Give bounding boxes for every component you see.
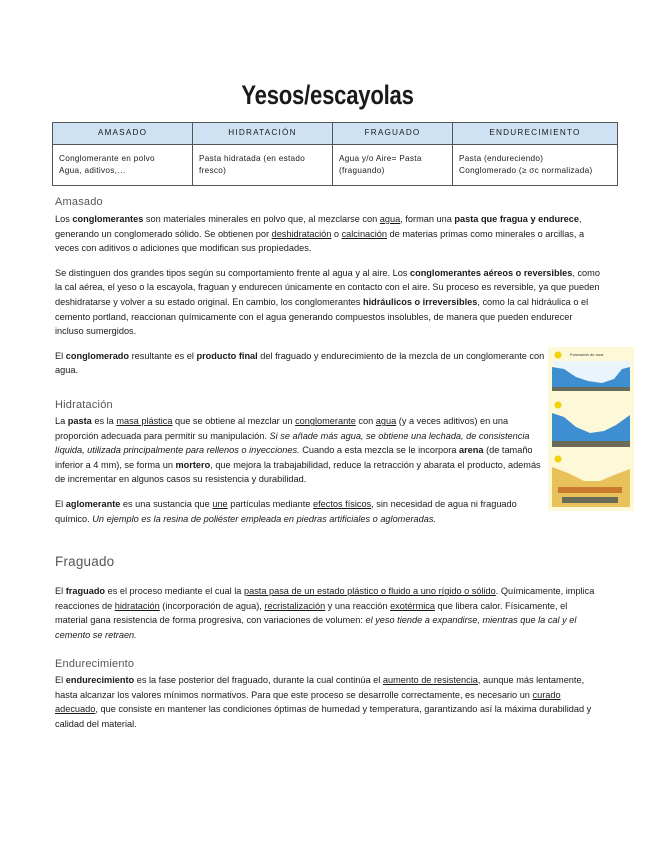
paragraph: El fraguado es el proceso mediante el cual la pasta pasa de un estado plástico o fluido a uno rígido o sólido. Químicamente, implica reacciones de hidratación (incorporación de agua), recristalización y una reacción exotérmica que libera calor. Físicamente, el material gana resistencia de forma progresiva, con variaciones de volumen: el yeso tiende a expandirse, mientras que la cal y el cemento se retraen. bbox=[55, 586, 595, 640]
process-table bbox=[52, 122, 618, 186]
paragraph: Los conglomerantes son materiales minerales en polvo que, al mezclarse con agua, forman una pasta que fragua y endurece, generando un conglomerado sólido. Se obtienen por deshidratación o calcinación de materias primas como minerales o arcillas, a veces con aditivos o adiciones que modifican sus propiedades. bbox=[55, 214, 585, 254]
table-cell: Pasta (endureciendo) Conglomerado (≥ σc normalizada) bbox=[453, 145, 618, 186]
svg-text:Formación de roca: Formación de roca bbox=[570, 352, 604, 357]
table-header-row bbox=[53, 123, 618, 145]
table-header: FRAGUADO bbox=[333, 123, 453, 145]
table-header: AMASADO bbox=[53, 123, 193, 145]
table-header: HIDRATACIÓN bbox=[193, 123, 333, 145]
table-row bbox=[53, 145, 618, 186]
paragraph: Se distinguen dos grandes tipos según su comportamiento frente al agua y al aire. Los conglomerantes aéreos o reversibles, como la cal aérea, el yeso o la escayola, fraguan y endurecen únicamente en contacto con el aire. Su proceso es reversible, ya que pueden deshidratarse y volver a su estado original. En cambio, los conglomerantes hidráulicos o irreversibles, como la cal hidráulica o el cemento portland, reaccionan químicamente con el agua generando compuestos insolubles, de manera que pueden endurecer incluso sumergidos. bbox=[55, 267, 600, 337]
endurecimiento-section bbox=[55, 673, 600, 731]
rock-formation-diagram bbox=[548, 347, 634, 511]
table-cell: Conglomerante en polvo Agua, aditivos,… bbox=[53, 145, 193, 186]
page-title: Yesos/escayolas bbox=[241, 80, 414, 110]
paragraph: El conglomerado resultante es el producto final del fraguado y endurecimiento de la mezcla de un conglomerante con agua. bbox=[55, 350, 545, 376]
paragraph: El endurecimiento es la fase posterior del fraguado, durante la cual continúa el aumento de resistencia, aunque más lentamente, hasta alcanzar los valores mínimos normativos. Para que este proceso se desarrolle correctamente, es necesario un curado adecuado, que consiste en mantener las condiciones óptimas de humedad y temperatura, garantizando así la máxima durabilidad y calidad del material. bbox=[55, 675, 592, 729]
section-heading-amasado: Amasado bbox=[55, 196, 103, 208]
section-heading-hidratacion: Hidratación bbox=[55, 399, 113, 411]
amasado-section bbox=[55, 212, 600, 378]
table-header: ENDURECIMIENTO bbox=[453, 123, 618, 145]
fraguado-section bbox=[55, 584, 600, 642]
section-heading-fraguado: Fraguado bbox=[55, 554, 115, 569]
table-cell: Pasta hidratada (en estado fresco) bbox=[193, 145, 333, 186]
hidratacion-section bbox=[55, 414, 545, 526]
section-heading-endurecimiento: Endurecimiento bbox=[55, 658, 135, 670]
paragraph: La pasta es la masa plástica que se obtiene al mezclar un conglomerante con agua (y a veces aditivos) en una proporción adecuada para permitir su manipulación. Si se añade más agua, se obtiene una lechada, de consistencia líquida, utilizada principalmente para rellenos o inyecciones. Cuando a esta mezcla se le incorpora arena (de tamaño inferior a 4 mm), se forma un mortero, que mejora la trabajabilidad, reduce la retracción y abarata el producto, además de incrementar en algunos casos su resistencia y durabilidad. bbox=[55, 416, 541, 485]
table-cell: Agua y/o Aire= Pasta (fraguando) bbox=[333, 145, 453, 186]
geology-illustration bbox=[548, 347, 634, 511]
paragraph: El aglomerante es una sustancia que une partículas mediante efectos físicos, sin necesidad de agua ni fraguado químico. Un ejemplo es la resina de poliéster empleada en piedras artificiales o aglomeradas. bbox=[55, 498, 517, 524]
